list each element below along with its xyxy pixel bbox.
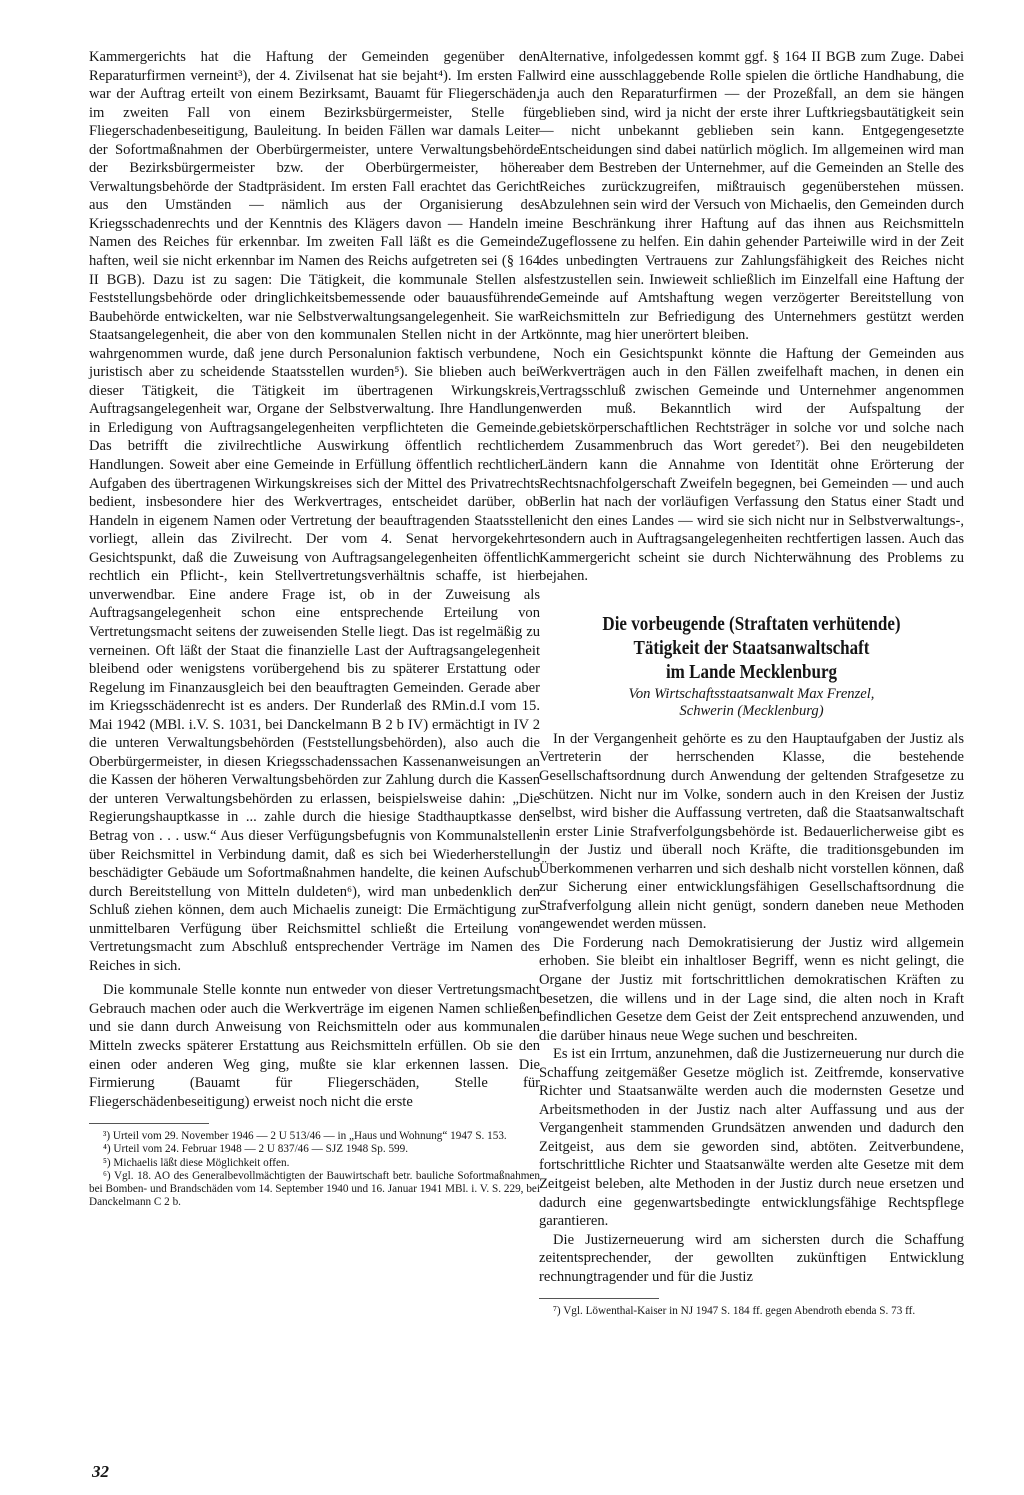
footnote: ⁵) Michaelis läßt diese Möglichkeit offen. xyxy=(103,1156,290,1169)
body-paragraph: Noch ein Gesichtspunkt könnte die Haftung der Gemeinden aus Werkverträgen auch in den Fällen zweifelhaft machen, in denen ein Vertragsschluß zwischen Gemeinde und Unternehmer angenommen werden muß. Bekanntlich wird der Aufspaltung der gebietskörperschaftlichen Rechtsträger in solche vor und solche nach dem Zusammenbruch das Wort geredet⁷). Bei den neugebildeten Ländern kann die Annahme von Identität ohne Erörterung der Rechtsnachfolgerschaft Zweifeln begegnen, bei Gemeinden — und auch Berlin hat nach der vorläufigen Verfassung den Status einer Stadt und nicht den eines Landes — wird sie sich nicht nur in Selbstverwaltungs-, sondern auch in Auftragsangelegenheiten rechtfertigen lassen. Auch das Kammergericht scheint sie durch Nichterwähnung des Problems zu bejahen. xyxy=(539,345,964,585)
article-paragraph: In der Vergangenheit gehörte es zu den Hauptaufgaben der Justiz als Vertreterin der herrschenden Klasse, die bestehende Gesellschaftsordnung durch Anwendung der geltenden Strafgesetze zu schützen. Nicht nur im Volke, sondern auch in den Kreisen der Justiz selbst, wird bisher die Auffassung vertreten, daß die Staatsanwaltschaft in erster Linie Strafverfolgungsbehörde ist. Bedauerlicherweise gibt es in der Justiz und überall noch Kräfte, die traditionsgebunden im Überkommenen verharren und sich deshalb nicht vorstellen können, daß zur Sicherung einer entwicklungsfähigen Gesellschaftsordnung die Strafverfolgung allein nicht genügt, sondern daneben neue Methoden angewendet werden müssen. xyxy=(539,730,964,933)
article-paragraph: Die Forderung nach Demokratisierung der Justiz wird allgemein erhoben. Sie bleibt ein inhaltloser Begriff, wenn es nicht gelingt, die Organe der Justiz mit fortschrittlichen demokratischen Kräften zu besetzen, die willens und in der Lage sind, die alten noch in Kraft befindlichen Gesetze dem Geist der Zeit entsprechend anzuwenden, und die darüber hinaus neue Wege suchen und beschreiten. xyxy=(539,934,964,1044)
left-column xyxy=(89,48,540,1209)
footnote: ⁴) Urteil vom 24. Februar 1948 — 2 U 837/46 — SJZ 1948 Sp. 599. xyxy=(103,1143,409,1156)
article-title-line: Tätigkeit der Staatsanwaltschaft xyxy=(633,636,870,659)
byline-line: Von Wirtschaftsstaatsanwalt Max Frenzel, xyxy=(628,685,875,702)
article-paragraph: Die Justizerneuerung wird am sichersten durch die Schaffung zeitentsprechender, der gewollten zukünftigen Entwicklung rechnungtragender und für die Justiz xyxy=(539,1231,964,1285)
footnotes-right xyxy=(539,1305,964,1318)
footnotes-left xyxy=(89,1130,540,1209)
footnote-divider xyxy=(539,1298,659,1305)
article-paragraph: Es ist ein Irrtum, anzunehmen, daß die Justizerneuerung nur durch die Schaffung zeitgemäßer Gesetze möglich ist. Zeitfremde, konservative Richter und Staatsanwälte werden auch die modernsten Gesetze und Arbeitsmethoden in der Justiz nach alter Auffassung und aus der Vergangenheit stammenden Grundsätzen anwenden und dadurch den Zeitgeist, aus dem sie geworden sind, abtöten. Zeitverbundene, fortschrittliche Richter und Staatsanwälte werden alte Gesetze mit dem Zeitgeist beleben, alte Methoden in der Justiz durch neue ersetzen und dadurch eine gegenwartsbedingte entwicklungsfähige Rechtspflege garantieren. xyxy=(539,1046,964,1230)
article-title xyxy=(569,612,935,684)
footnote: ⁷) Vgl. Löwenthal-Kaiser in NJ 1947 S. 184 ff. gegen Abendroth ebenda S. 73 ff. xyxy=(553,1305,916,1318)
article-title-line: Die vorbeugende (Straftaten verhütende) xyxy=(602,612,901,635)
article-title-line: im Lande Mecklenburg xyxy=(665,660,838,683)
right-column xyxy=(539,48,964,1318)
byline-line: Schwerin (Mecklenburg) xyxy=(679,702,824,719)
page-number: 32 xyxy=(92,1462,109,1481)
footnote: ³) Urteil vom 29. November 1946 — 2 U 513/46 — in „Haus und Wohnung“ 1947 S. 153. xyxy=(103,1130,507,1143)
article-byline xyxy=(539,686,964,720)
body-paragraph: Die kommunale Stelle konnte nun entweder von dieser Vertretungsmacht Gebrauch machen oder auch die Werkverträge im eigenen Namen schließen und sie dann durch Anweisung von Reichsmitteln oder aus kommunalen Mitteln zwecks späterer Erstattung aus Reichsmitteln erfüllen. Ob sie den einen oder anderen Weg ging, mußte sie klar erkennen lassen. Die Firmierung (Bauamt für Fliegerschäden, Stelle für Fliegerschädenbeseitigung) erweist noch nicht die erste xyxy=(89,982,540,1110)
body-paragraph: Alternative, infolgedessen kommt ggf. § 164 II BGB zum Zuge. Dabei wird eine ausschlaggebende Rolle spielen die örtliche Handhabung, die ja auch den Reparaturfirmen — der Prozeßfall, an dem sie hängen geblieben sind, wird ja nicht der erste ihrer Luftkriegsbautätigkeit sein — nicht unbekannt geblieben sein kann. Entgegengesetzte Entscheidungen sind dabei natürlich möglich. Im allgemeinen wird man aber dem Bestreben der Unternehmer, auf die Gemeinden an Stelle des Reiches zurückzugreifen, mißtrauisch gegenüberstehen müssen. Abzulehnen sein wird der Versuch von Michaelis, den Gemeinden durch eine Beschränkung ihrer Haftung auf das ihnen aus Reichsmitteln Zugeflossene zu helfen. Ein dahin gehender Parteiwille wird in der Zeit des unbedingten Vertrauens zur Zahlungsfähigkeit des Reiches nicht festzustellen sein. Inwieweit schließlich im Einzelfall eine Haftung der Gemeinde auf Amtshaftung wegen verzögerter Bereitstellung von Reichsmitteln zur Befriedigung des Unternehmers gestützt werden könnte, mag hier unerörtert bleiben. xyxy=(539,49,964,344)
footnote: ⁶) Vgl. 18. AO des Generalbevollmächtigten der Bauwirtschaft betr. bauliche Sofortmaßnahmen bei Bomben- und Brandschäden vom 14. September 1940 und 16. Januar 1941 MBl. i. V. S. 229, bei Danckelmann C 2 b. xyxy=(89,1169,540,1209)
body-paragraph: Kammergerichts hat die Haftung der Gemeinden gegenüber den Reparaturfirmen verneint³), der 4. Zivilsenat hat sie bejaht⁴). Im ersten Fall war der Auftrag erteilt von einem Bezirksamt, Bauamt für Fliegerschäden, im zweiten Fall von einem Bezirksbürgermeister, Stelle für Fliegerschadenbeseitigung, Bauleitung. In beiden Fällen war damals Leiter der Sofortmaßnahmen der Oberbürgermeister, untere Verwaltungsbehörde der Bezirksbürgermeister bzw. der Oberbürgermeister, höhere Verwaltungsbehörde der Stadtpräsident. Im ersten Fall erachtet das Gericht aus den Umständen — nämlich aus der Organisierung des Kriegsschadenrechts und der Kenntnis des Klägers davon — Handeln im Namen des Reiches für erkennbar. Im zweiten Fall läßt es die Gemeinde haften, weil sie nicht erkennbar im Namen des Reichs aufgetreten sei (§ 164 II BGB). Dazu ist zu sagen: Die Tätigkeit, die kommunale Stellen als Feststellungsbehörde oder dringlichkeitsbemessende oder bauausführende Baubehörde entwickelten, war nie Selbstverwaltungsangelegenheit. Sie war Staatsangelegenheit, die aber von den kommunalen Stellen nicht in der Art wahrgenommen wurde, daß jene durch Personalunion faktisch verbundene, juristisch aber zu scheidende Staatsstellen wurden⁵). Sie blieben auch bei dieser Tätigkeit, die Tätigkeit im übertragenen Wirkungskreis, Auftragsangelegenheit war, Organe der Selbstverwaltung. Ihre Handlungen in Erledigung von Auftragsangelegenheiten verpflichteten die Gemeinde. Das betrifft die zivilrechtliche Auswirkung öffentlich rechtlicher Handlungen. Soweit aber eine Gemeinde in Erfüllung öffentlich rechtlicher Aufgaben des übertragenen Wirkungskreises sich der Mittel des Privatrechts bedient, insbesondere hier des Werkvertrages, entscheidet darüber, ob Handeln in eigenem Namen oder Vertretung der beauftragenden Staatsstelle vorliegt, allein das Zivilrecht. Der vom 4. Senat hervorgekehrte Gesichtspunkt, daß die Zuweisung von Auftragsangelegenheiten öffentlich rechtlich ein Pflicht-, kein Stellvertretungsverhältnis schaffe, ist hier unverwendbar. Eine andere Frage ist, ob in der Zuweisung als Auftragsangelegenheit schon eine entsprechende Erteilung von Vertretungsmacht seitens der zuweisenden Stelle liegt. Das ist regelmäßig zu verneinen. Oft läßt der Staat die finanzielle Last der Auftragsangelegenheit bleibend oder wenigstens vorübergehend bis zu späterer Erstattung oder Regelung im Finanzausgleich bei den beauftragten Gemeinden. Gerade aber im Kriegsschädenrecht ist es anders. Der Runderlaß des RMin.d.I vom 15. Mai 1942 (MBl. i.V. S. 1031, bei Danckelmann B 2 b IV) ermächtigt in IV 2 die unteren Verwaltungsbehörden (Feststellungsbehörden), also auch die Oberbürgermeister, in diesen Kriegsschadenssachen Kassenanweisungen an die Kassen der höheren Verwaltungsbehörden zur Zahlung durch die Kassen der unteren Verwaltungsbehörden zu erlassen, beispielsweise dahin: „Die Regierungshauptkasse in ... zahle durch die hiesige Stadthauptkasse den Betrag von . . . usw.“ Aus dieser Verfügungsbefugnis von Kommunalstellen über Reichsmittel in Verbindung damit, daß es sich bei Wiederherstellung beschädigter Gebäude um Sofortmaßnahmen handelte, die keinen Aufschub durch Bereitstellung von Mitteln duldeten⁶), wird man unbedenklich den Schluß ziehen können, dem auch Michaelis zuneigt: Die Ermächtigung zur unmittelbaren Verfügung über Reichsmittel schließt die Erteilung von Vertretungsmacht zum Abschluß entsprechender Verträge im Namen des Reiches in sich. xyxy=(89,49,540,974)
footnote-divider xyxy=(89,1123,209,1130)
